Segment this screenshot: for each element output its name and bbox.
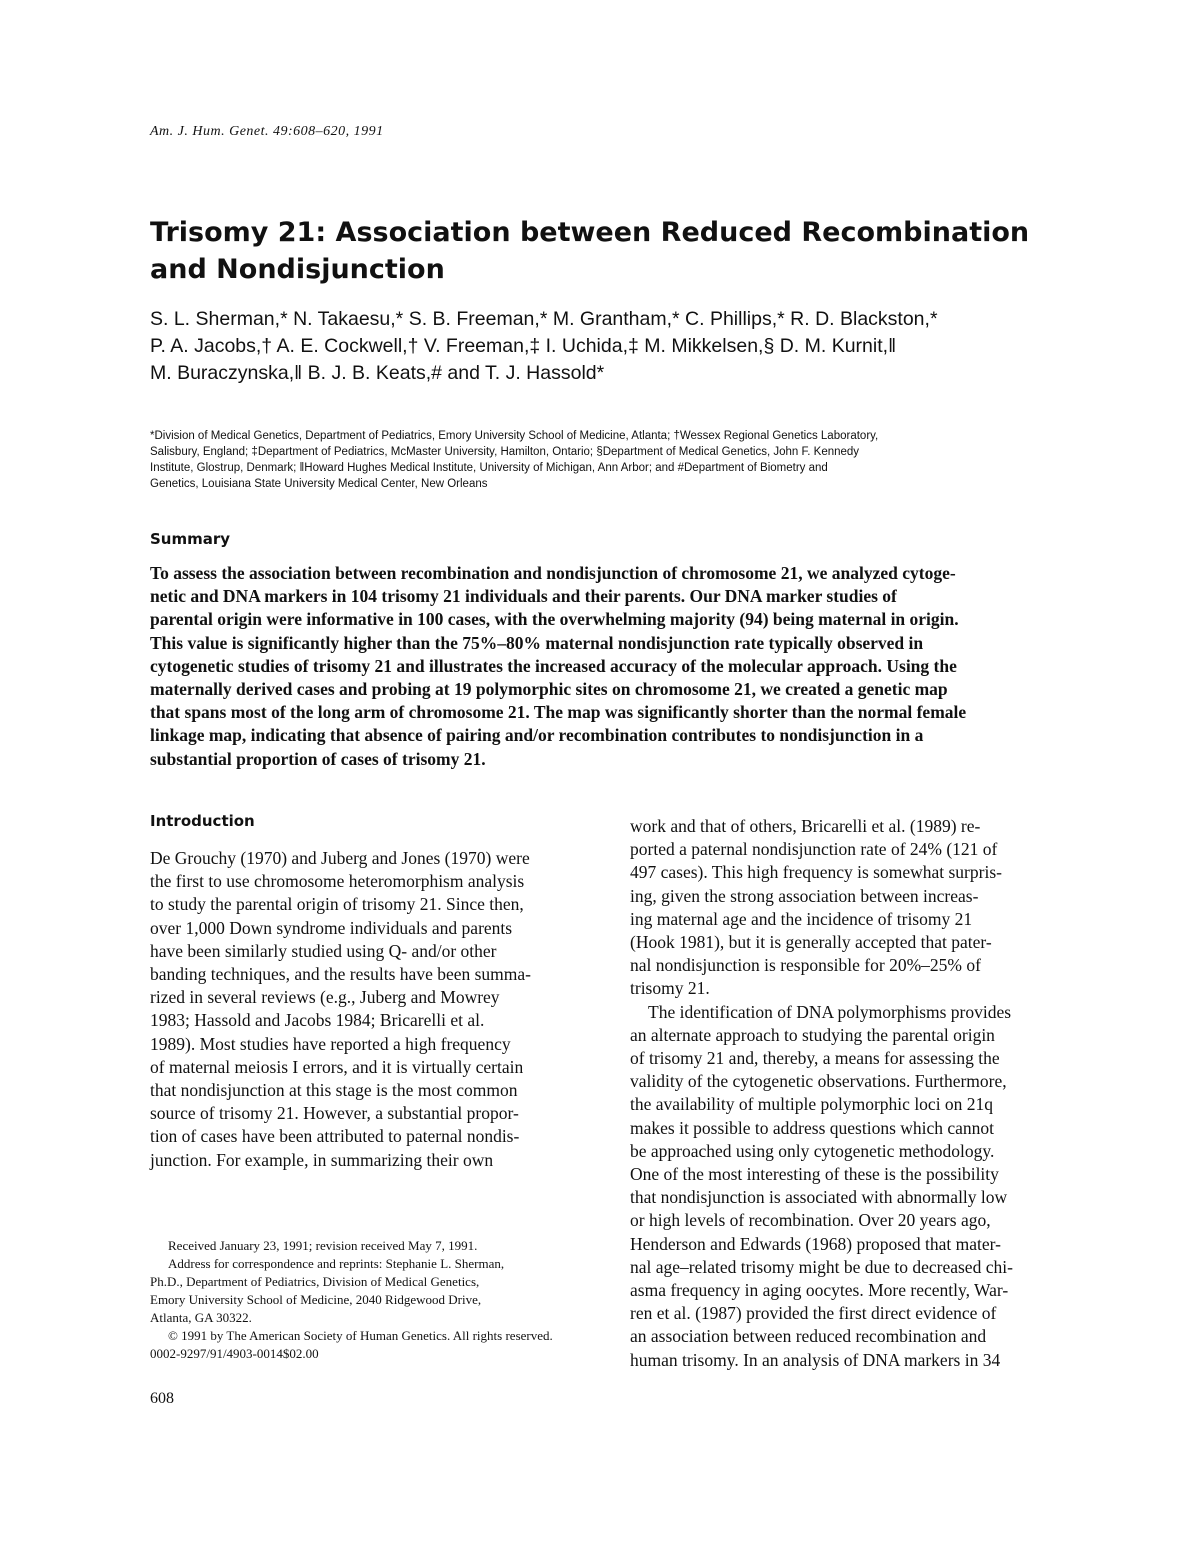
summary-line: that spans most of the long arm of chromosome 21. The map was significantly shorter than the normal female <box>150 702 967 723</box>
author-line: S. L. Sherman,* N. Takaesu,* S. B. Freeman,* M. Grantham,* C. Phillips,* R. D. Blackston,* <box>150 308 938 330</box>
body-line: to study the parental origin of trisomy 21. Since then, <box>150 894 524 915</box>
body-line: nal nondisjunction is responsible for 20%–25% of <box>630 955 981 976</box>
body-line: 1983; Hassold and Jacobs 1984; Bricarelli et al. <box>150 1010 485 1031</box>
body-line: rized in several reviews (e.g., Juberg and Mowrey <box>150 987 500 1008</box>
title-line: Trisomy 21: Association between Reduced Recombination <box>150 217 1030 248</box>
body-line: have been similarly studied using Q- and/or other <box>150 940 497 961</box>
journal-citation: Am. J. Hum. Genet. 49:608–620, 1991 <box>150 124 384 139</box>
body-line: an association between reduced recombination and <box>630 1326 987 1347</box>
introduction-left-column <box>150 847 595 1172</box>
body-line: ing, given the strong association between increas- <box>630 885 979 906</box>
body-line: work and that of others, Bricarelli et al. (1989) re- <box>630 816 981 836</box>
title-line: and Nondisjunction <box>150 254 445 285</box>
affiliation-line: Genetics, Louisiana State University Medical Center, New Orleans <box>150 478 488 490</box>
footnote-line: Emory University School of Medicine, 2040 Ridgewood Drive, <box>150 1292 482 1307</box>
introduction-right-column <box>630 815 1075 1372</box>
summary-line: To assess the association between recombination and nondisjunction of chromosome 21, we analyzed cytoge- <box>150 563 956 583</box>
author-line: P. A. Jacobs,† A. E. Cockwell,† V. Freeman,‡ I. Uchida,‡ M. Mikkelsen,§ D. M. Kurnit,‖ <box>150 335 897 357</box>
summary-line: netic and DNA markers in 104 trisomy 21 individuals and their parents. Our DNA marker studies of <box>150 586 897 607</box>
body-line: the availability of multiple polymorphic loci on 21q <box>630 1094 994 1115</box>
affiliations <box>150 428 1085 492</box>
affiliation-line: Institute, Glostrup, Denmark; ‖Howard Hughes Medical Institute, University of Michigan, Ann Arbor; and #Department of Biometry and <box>150 462 828 474</box>
body-line: over 1,000 Down syndrome individuals and parents <box>150 917 513 938</box>
footnote-line: © 1991 by The American Society of Human Genetics. All rights reserved. <box>168 1328 553 1343</box>
summary-line: cytogenetic studies of trisomy 21 and illustrates the increased accuracy of the molecular approach. Using the <box>150 655 957 676</box>
page-number: 608 <box>150 1390 174 1407</box>
body-line: banding techniques, and the results have been summa- <box>150 964 532 985</box>
body-line: 497 cases). This high frequency is somewhat surpris- <box>630 862 1002 883</box>
body-line: Henderson and Edwards (1968) proposed that mater- <box>630 1233 1001 1254</box>
body-line: validity of the cytogenetic observations. Furthermore, <box>630 1071 1007 1092</box>
body-line: or high levels of recombination. Over 20 years ago, <box>630 1210 991 1231</box>
body-line: the first to use chromosome heteromorphism analysis <box>150 871 525 892</box>
body-line: human trisomy. In an analysis of DNA markers in 34 <box>630 1349 1001 1370</box>
body-line: ported a paternal nondisjunction rate of 24% (121 of <box>630 839 998 860</box>
summary-line: This value is significantly higher than the 75%–80% maternal nondisjunction rate typically observed in <box>150 632 924 653</box>
body-line: asma frequency in aging oocytes. More recently, War- <box>630 1280 1009 1301</box>
body-line: tion of cases have been attributed to paternal nondis- <box>150 1126 520 1147</box>
summary-line: linkage map, indicating that absence of pairing and/or recombination contributes to nondisjunction in a <box>150 725 924 746</box>
footnote-line: Ph.D., Department of Pediatrics, Division of Medical Genetics, <box>150 1274 480 1289</box>
body-line: be approached using only cytogenetic methodology. <box>630 1140 995 1161</box>
body-line: One of the most interesting of these is the possibility <box>630 1164 999 1185</box>
body-line: that nondisjunction at this stage is the most common <box>150 1080 518 1101</box>
body-line: The identification of DNA polymorphisms provides <box>648 1001 1012 1022</box>
body-line: of maternal meiosis I errors, and it is virtually certain <box>150 1056 524 1077</box>
body-line: trisomy 21. <box>630 978 710 999</box>
body-line: makes it possible to address questions which cannot <box>630 1117 995 1138</box>
summary-text <box>150 562 1075 771</box>
introduction-heading: Introduction <box>150 812 255 830</box>
summary-line: maternally derived cases and probing at 19 polymorphic sites on chromosome 21, we created a genetic map <box>150 679 948 700</box>
footnotes <box>150 1237 595 1363</box>
paper-title <box>150 214 1050 288</box>
author-line: M. Buraczynska,‖ B. J. B. Keats,# and T. J. Hassold* <box>150 362 605 384</box>
body-line: that nondisjunction is associated with abnormally low <box>630 1187 1008 1208</box>
summary-heading: Summary <box>150 530 231 548</box>
body-line: (Hook 1981), but it is generally accepted that pater- <box>630 932 992 953</box>
affiliation-line: Salisbury, England; ‡Department of Pediatrics, McMaster University, Hamilton, Ontario; §Department of Medical Genetics, John F. Kennedy <box>150 446 860 458</box>
footnote-line: Address for correspondence and reprints: Stephanie L. Sherman, <box>168 1256 505 1271</box>
affiliation-line: *Division of Medical Genetics, Department of Pediatrics, Emory University School of Medicine, Atlanta; †Wessex Regional Genetics Laboratory, <box>150 430 879 442</box>
author-list <box>150 306 1080 387</box>
footnote-line: 0002-9297/91/4903-0014$02.00 <box>150 1346 319 1361</box>
summary-line: parental origin were informative in 100 cases, with the overwhelming majority (94) being maternal in origin. <box>150 609 959 630</box>
body-line: ing maternal age and the incidence of trisomy 21 <box>630 908 973 929</box>
body-line: of trisomy 21 and, thereby, a means for assessing the <box>630 1048 1000 1069</box>
footnote-line: Received January 23, 1991; revision received May 7, 1991. <box>168 1238 478 1253</box>
summary-line: substantial proportion of cases of trisomy 21. <box>150 748 486 769</box>
body-line: 1989). Most studies have reported a high frequency <box>150 1033 511 1054</box>
body-line: De Grouchy (1970) and Juberg and Jones (1970) were <box>150 848 530 868</box>
body-line: junction. For example, in summarizing their own <box>150 1149 494 1170</box>
body-line: nal age–related trisomy might be due to decreased chi- <box>630 1256 1013 1277</box>
footnote-line: Atlanta, GA 30322. <box>150 1310 252 1325</box>
body-line: source of trisomy 21. However, a substantial propor- <box>150 1103 519 1124</box>
body-line: an alternate approach to studying the parental origin <box>630 1024 995 1045</box>
body-line: ren et al. (1987) provided the first direct evidence of <box>630 1303 997 1324</box>
